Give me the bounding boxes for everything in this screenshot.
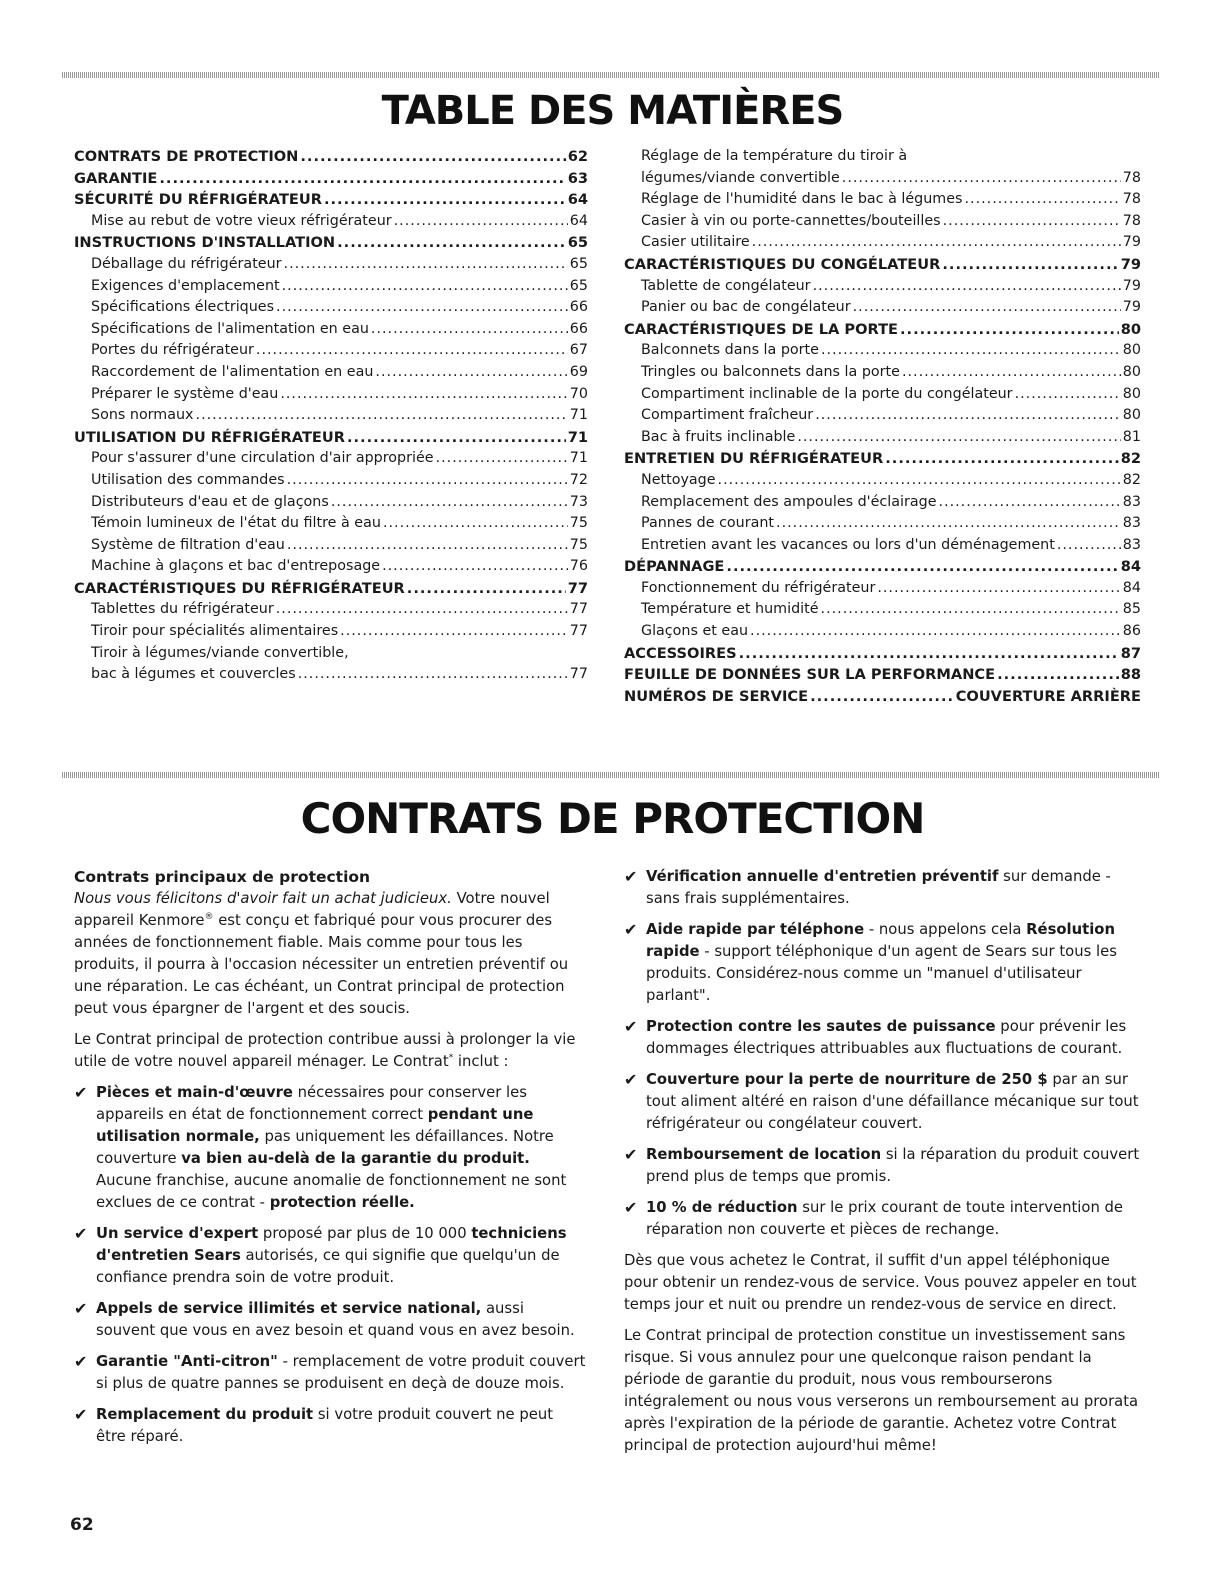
dot-leader xyxy=(821,599,1121,621)
toc-subsection-entry xyxy=(74,513,588,535)
dot-leader xyxy=(942,254,1118,276)
service-paragraph: Dès que vous achetez le Contrat, il suffit d'un appel téléphonique pour obtenir un rendez-vous de service. Vous pouvez appeler en tout temps jour et nuit ou prendre un rendez-vous de service en direct. xyxy=(624,1252,1137,1313)
dot-leader xyxy=(1015,384,1121,406)
emphasis-text: Remboursement de location xyxy=(646,1146,882,1163)
toc-subsection-entry xyxy=(624,211,1141,233)
toc-subsection-entry xyxy=(624,340,1141,362)
toc-page-number: 80 xyxy=(1122,407,1141,424)
toc-section-entry xyxy=(624,643,1141,665)
toc-entry-label: Tablette de congélateur xyxy=(641,277,811,294)
toc-entry-label: bac à légumes et couvercles xyxy=(91,666,296,683)
dot-leader xyxy=(752,232,1121,254)
middle-rule xyxy=(62,772,1159,778)
dot-leader xyxy=(371,319,568,341)
dot-leader xyxy=(407,578,566,600)
intro-paragraph: Nous vous félicitons d'avoir fait un achat judicieux. Votre nouvel appareil Kenmore® est conçu et fabriqué pour vous procurer des années de fonctionnement fiable. Mais comme pour tous les produits, il pourra à l'occasion nécessiter un entretien préventif ou une réparation. Le cas échéant, un Contrat principal de protection peut vous épargner de l'argent et des soucis. xyxy=(74,890,569,1017)
toc-subsection-entry xyxy=(74,556,588,578)
toc-entry-label: Préparer le système d'eau xyxy=(91,385,279,402)
benefit-item xyxy=(624,866,1142,910)
toc-page-number: 65 xyxy=(567,234,588,252)
toc-page-number: 79 xyxy=(1120,255,1141,273)
toc-subsection-entry xyxy=(624,535,1141,557)
emphasis-text: Pièces et main-d'œuvre xyxy=(96,1084,293,1101)
checkmark-icon: ✔ xyxy=(624,1198,638,1217)
benefit-item xyxy=(74,1404,586,1448)
body-text: - support téléphonique d'un agent de Sears sur tous les produits. Considérez-nous comme un "manuel d'utilisateur parlant". xyxy=(646,943,1117,1004)
toc-entry-text: Tiroir à légumes/viande convertible, xyxy=(91,644,349,661)
page-number: 62 xyxy=(70,1515,94,1535)
contracts-right-column xyxy=(624,866,1142,1466)
toc-page-number: 67 xyxy=(569,342,588,359)
toc-page-number: 66 xyxy=(569,299,588,316)
toc-page-number: 79 xyxy=(1122,234,1141,251)
checkmark-icon: ✔ xyxy=(74,1299,88,1318)
dot-leader xyxy=(340,621,568,643)
toc-page-number: 70 xyxy=(569,385,588,402)
toc-entry-label: ENTRETIEN DU RÉFRIGÉRATEUR xyxy=(624,450,884,468)
toc-entry-label: Pannes de courant xyxy=(641,515,775,532)
emphasis-text: Appels de service illimités et service national, xyxy=(96,1300,482,1317)
toc-subsection-entry xyxy=(74,470,588,492)
toc-right-column xyxy=(624,146,1141,707)
body-text: autorisés, ce qui signifie que quelqu'un de confiance prendra soin de votre produit. xyxy=(96,1247,560,1286)
toc-page-number: 71 xyxy=(569,407,588,424)
emphasis-text: va bien au-delà de la garantie du produit. xyxy=(181,1150,530,1167)
toc-entry-label: Mise au rebut de votre vieux réfrigérateur xyxy=(91,212,392,229)
benefit-item xyxy=(624,1069,1142,1135)
toc-entry-label: Réglage de l'humidité dans le bac à légumes xyxy=(641,191,963,208)
toc-entry-label: Température et humidité xyxy=(641,601,819,618)
benefit-item xyxy=(624,1197,1142,1241)
toc-subsection-entry xyxy=(624,362,1141,384)
body-text: Aucune franchise, aucune anomalie de fonctionnement ne sont exclues de ce contrat - xyxy=(96,1172,567,1211)
toc-subsection-entry xyxy=(624,384,1141,406)
checkmark-icon: ✔ xyxy=(74,1224,88,1243)
toc-entry-label: Bac à fruits inclinable xyxy=(641,428,796,445)
toc-page-number: 71 xyxy=(569,450,588,467)
toc-page-number: 84 xyxy=(1122,579,1141,596)
toc-subsection-entry xyxy=(74,276,588,298)
toc-entry-label: Casier à vin ou porte-cannettes/bouteilles xyxy=(641,212,941,229)
dot-leader xyxy=(885,448,1118,470)
dot-leader xyxy=(821,340,1121,362)
contracts-title: CONTRATS DE PROTECTION xyxy=(300,794,925,843)
toc-subsection-entry xyxy=(624,297,1141,319)
dot-leader xyxy=(276,297,568,319)
dot-leader xyxy=(298,664,568,686)
toc-page-number: 77 xyxy=(569,601,588,618)
toc-section-entry xyxy=(624,664,1141,686)
toc-subsection-entry xyxy=(74,254,588,276)
toc-entry-label: FEUILLE DE DONNÉES SUR LA PERFORMANCE xyxy=(624,666,996,684)
toc-subsection-entry xyxy=(624,168,1141,190)
toc-entry-label: Tringles ou balconnets dans la porte xyxy=(641,363,900,380)
dot-leader xyxy=(842,168,1121,190)
checkmark-icon: ✔ xyxy=(74,1405,88,1424)
toc-page-number: 82 xyxy=(1122,471,1141,488)
toc-entry-label: Panier ou bac de congélateur xyxy=(641,299,851,316)
toc-entry-label: Fonctionnement du réfrigérateur xyxy=(641,579,876,596)
emphasis-text: techniciens d'entretien Sears xyxy=(96,1225,567,1264)
toc-entry-label: Témoin lumineux de l'état du filtre à eau xyxy=(91,515,381,532)
toc-page-number: 72 xyxy=(569,471,588,488)
toc-entry-label: Utilisation des commandes xyxy=(91,471,285,488)
toc-page-number: 80 xyxy=(1120,320,1141,338)
toc-page-number: 65 xyxy=(569,277,588,294)
body-text: nécessaires pour conserver les appareils en état de fonctionnement correct xyxy=(96,1084,527,1123)
toc-entry-label: CARACTÉRISTIQUES DU CONGÉLATEUR xyxy=(624,255,941,273)
toc-page-number: 80 xyxy=(1122,385,1141,402)
body-text: - nous appelons cela xyxy=(864,921,1027,938)
dot-leader xyxy=(331,492,568,514)
toc-page-number: 78 xyxy=(1122,191,1141,208)
toc-subsection-entry xyxy=(74,340,588,362)
toc-entry-label: Tablettes du réfrigérateur xyxy=(91,601,274,618)
emphasis-text: Couverture pour la perte de nourriture de 250 $ xyxy=(646,1071,1048,1088)
toc-subsection-entry xyxy=(74,297,588,319)
toc-section-entry xyxy=(624,556,1141,578)
contracts-subtitle: Contrats principaux de protection xyxy=(74,868,371,886)
dot-leader xyxy=(776,513,1121,535)
dot-leader xyxy=(284,254,568,276)
toc-entry-label: Spécifications électriques xyxy=(91,299,275,316)
toc-subsection-entry xyxy=(74,492,588,514)
emphasis-text: pendant une utilisation normale, xyxy=(96,1106,534,1145)
dot-leader xyxy=(877,578,1120,600)
toc-entry-text: Réglage de la température du tiroir à xyxy=(641,148,908,164)
toc-section-entry xyxy=(74,146,588,168)
dot-leader xyxy=(287,535,568,557)
dot-leader xyxy=(943,211,1121,233)
dot-leader xyxy=(276,599,568,621)
toc-page-number: COUVERTURE ARRIÈRE xyxy=(955,687,1141,705)
toc-subsection-entry xyxy=(74,621,588,643)
toc-page-number: 71 xyxy=(567,428,588,446)
toc-page-number: 73 xyxy=(569,493,588,510)
emphasis-text: 10 % de réduction xyxy=(646,1199,798,1216)
coverage-paragraph: Le Contrat principal de protection contribue aussi à prolonger la vie utile de votre nouvel appareil ménager. Le Contrat* inclut : xyxy=(74,1031,576,1070)
emphasis-text: Résolution rapide xyxy=(646,921,1115,960)
toc-page-number: 83 xyxy=(1122,515,1141,532)
dot-leader xyxy=(159,168,565,190)
checkmark-icon: ✔ xyxy=(624,920,638,939)
toc-subsection-entry xyxy=(624,427,1141,449)
toc-subsection-entry xyxy=(74,211,588,233)
body-text: sur demande - sans frais supplémentaires. xyxy=(646,868,1111,907)
toc-title: TABLE DES MATIÈRES xyxy=(381,88,844,134)
toc-page-number: 80 xyxy=(1122,363,1141,380)
body-text: pour prévenir les dommages électriques attribuables aux fluctuations de courant. xyxy=(646,1018,1127,1057)
toc-entry-label: Portes du réfrigérateur xyxy=(91,342,254,359)
toc-section-entry xyxy=(624,686,1141,708)
body-text: proposé par plus de 10 000 xyxy=(258,1225,472,1242)
dot-leader xyxy=(383,513,568,535)
emphasis-text: Garantie "Anti-citron" xyxy=(96,1353,278,1370)
toc-section-entry xyxy=(74,232,588,254)
dot-leader xyxy=(375,362,567,384)
dot-leader xyxy=(900,319,1119,341)
toc-entry-label: Système de filtration d'eau xyxy=(91,536,285,553)
toc-subsection-entry xyxy=(74,319,588,341)
dot-leader xyxy=(256,340,568,362)
toc-entry-label: Casier utilitaire xyxy=(641,234,750,251)
benefit-item xyxy=(74,1298,586,1342)
toc-entry-label: CARACTÉRISTIQUES DE LA PORTE xyxy=(624,320,898,338)
toc-subsection-entry xyxy=(624,578,1141,600)
toc-entry-label: Sons normaux xyxy=(91,407,194,424)
contracts-left-column xyxy=(74,866,586,1457)
guarantee-paragraph: Le Contrat principal de protection constitue un investissement sans risque. Si vous annulez pour une quelconque raison pendant la période de garantie du produit, nous vous rembourserons intégralement ou nous vous verserons un remboursement au prorata après l'expiration de la période de garantie. Achetez votre Contrat principal de protection aujourd'hui même! xyxy=(624,1327,1139,1454)
toc-subsection-entry xyxy=(624,189,1141,211)
toc-left-column xyxy=(74,146,588,686)
toc-section-entry xyxy=(624,319,1141,341)
dot-leader xyxy=(382,556,568,578)
dot-leader xyxy=(797,427,1120,449)
toc-subsection-entry xyxy=(624,232,1141,254)
toc-entry-label: Déballage du réfrigérateur xyxy=(91,255,282,272)
toc-page-number: 69 xyxy=(569,363,588,380)
dot-leader xyxy=(280,384,567,406)
checkmark-icon: ✔ xyxy=(624,1145,638,1164)
dot-leader xyxy=(282,276,568,298)
benefit-item xyxy=(74,1223,586,1289)
toc-subsection-entry xyxy=(624,492,1141,514)
toc-page-number: 77 xyxy=(567,579,588,597)
toc-entry-label: UTILISATION DU RÉFRIGÉRATEUR xyxy=(74,428,345,446)
dot-leader xyxy=(300,146,565,168)
toc-page-number: 80 xyxy=(1122,342,1141,359)
benefit-item xyxy=(624,1144,1142,1188)
toc-page-number: 77 xyxy=(569,666,588,683)
toc-page-number: 81 xyxy=(1122,428,1141,445)
dot-leader xyxy=(337,232,566,254)
toc-entry-label: Raccordement de l'alimentation en eau xyxy=(91,363,374,380)
checkmark-icon: ✔ xyxy=(74,1083,88,1102)
toc-page-number: 75 xyxy=(569,515,588,532)
dot-leader xyxy=(196,405,568,427)
toc-page-number: 87 xyxy=(1120,644,1141,662)
toc-page-number: 76 xyxy=(569,558,588,575)
toc-page-number: 79 xyxy=(1122,277,1141,294)
toc-page-number: 83 xyxy=(1122,536,1141,553)
toc-entry-label: DÉPANNAGE xyxy=(624,558,725,576)
emphasis-text: Remplacement du produit xyxy=(96,1406,314,1423)
toc-section-entry xyxy=(624,254,1141,276)
toc-entry-label: légumes/viande convertible xyxy=(641,169,840,186)
toc-entry-label: CARACTÉRISTIQUES DU RÉFRIGÉRATEUR xyxy=(74,579,405,597)
emphasis-text: Aide rapide par téléphone xyxy=(646,921,865,938)
dot-leader xyxy=(810,686,954,708)
toc-subsection-entry xyxy=(624,470,1141,492)
toc-entry-label: Remplacement des ampoules d'éclairage xyxy=(641,493,937,510)
toc-entry-label: Compartiment inclinable de la porte du congélateur xyxy=(641,385,1013,402)
toc-page-number: 82 xyxy=(1120,450,1141,468)
toc-subsection-entry xyxy=(624,405,1141,427)
toc-page-number: 77 xyxy=(569,623,588,640)
body-text: par an sur tout aliment altéré en raison d'une défaillance mécanique sur tout réfrigérateur ou congélateur couvert. xyxy=(646,1071,1139,1132)
body-text: si la réparation du produit couvert prend plus de temps que promis. xyxy=(646,1146,1140,1185)
body-text: aussi souvent que vous en avez besoin et quand vous en avez besoin. xyxy=(96,1300,575,1339)
dot-leader xyxy=(394,211,568,233)
toc-page-number: 78 xyxy=(1122,212,1141,229)
toc-subsection-entry xyxy=(624,599,1141,621)
emphasis-text: protection réelle. xyxy=(269,1194,415,1211)
toc-page-number: 63 xyxy=(567,169,588,187)
toc-page-number: 62 xyxy=(567,148,588,165)
toc-entry-label: Nettoyage xyxy=(641,471,716,488)
toc-page-number: 79 xyxy=(1122,299,1141,316)
toc-entry-label: GARANTIE xyxy=(74,169,158,187)
top-rule xyxy=(62,72,1159,78)
checkmark-icon: ✔ xyxy=(624,867,638,886)
dot-leader xyxy=(997,664,1119,686)
dot-leader xyxy=(287,470,568,492)
toc-subsection-entry xyxy=(624,621,1141,643)
toc-page-number: 66 xyxy=(569,320,588,337)
body-text: si votre produit couvert ne peut être réparé. xyxy=(96,1406,553,1445)
toc-page-number: 84 xyxy=(1120,558,1141,576)
toc-entry-label: NUMÉROS DE SERVICE xyxy=(624,687,809,705)
toc-entry-label: INSTRUCTIONS D'INSTALLATION xyxy=(74,234,336,252)
toc-page-number: 75 xyxy=(569,536,588,553)
toc-subsection-entry xyxy=(74,535,588,557)
benefit-item xyxy=(74,1082,586,1214)
toc-subsection-entry xyxy=(624,276,1141,298)
body-text: - remplacement de votre produit couvert si plus de quatre pannes se produisent en deçà de douze mois. xyxy=(96,1353,586,1392)
toc-entry-label: Distributeurs d'eau et de glaçons xyxy=(91,493,329,510)
dot-leader xyxy=(436,448,568,470)
dot-leader xyxy=(718,470,1121,492)
toc-section-entry xyxy=(74,189,588,211)
body-text: sur le prix courant de toute intervention de réparation non couverte et pièces de rechange. xyxy=(646,1199,1124,1238)
toc-entry-label: Pour s'assurer d'une circulation d'air appropriée xyxy=(91,450,434,467)
toc-subsection-entry xyxy=(74,384,588,406)
toc-section-entry xyxy=(74,578,588,600)
toc-entry-label: CONTRATS DE PROTECTION xyxy=(74,148,299,165)
toc-page-number: 64 xyxy=(569,212,588,229)
dot-leader xyxy=(324,189,566,211)
benefit-item xyxy=(624,1016,1142,1060)
emphasis-text: Protection contre les sautes de puissance xyxy=(646,1018,996,1035)
toc-entry-label: ACCESSOIRES xyxy=(624,644,737,662)
dot-leader xyxy=(853,297,1121,319)
toc-entry-label: Machine à glaçons et bac d'entreposage xyxy=(91,558,381,575)
toc-entry-label: Tiroir pour spécialités alimentaires xyxy=(91,623,339,640)
toc-entry-label: Compartiment fraîcheur xyxy=(641,407,814,424)
checkmark-icon: ✔ xyxy=(624,1070,638,1089)
dot-leader xyxy=(750,621,1121,643)
toc-subsection-entry xyxy=(74,664,588,686)
emphasis-text: Vérification annuelle d'entretien préventif xyxy=(646,868,999,885)
checkmark-icon: ✔ xyxy=(74,1352,88,1371)
toc-page-number: 64 xyxy=(567,191,588,209)
toc-subsection-entry xyxy=(74,448,588,470)
dot-leader xyxy=(1057,535,1121,557)
toc-subsection-entry xyxy=(624,513,1141,535)
toc-subsection-entry xyxy=(74,405,588,427)
toc-section-entry xyxy=(624,448,1141,470)
emphasis-text: Un service d'expert xyxy=(96,1225,259,1242)
toc-page-number: 88 xyxy=(1120,666,1141,684)
toc-entry-label: Spécifications de l'alimentation en eau xyxy=(91,320,369,337)
dot-leader xyxy=(813,276,1121,298)
toc-page-number: 85 xyxy=(1122,601,1141,618)
toc-entry-label: Glaçons et eau xyxy=(641,623,749,640)
toc-entry-label: Balconnets dans la porte xyxy=(641,342,819,359)
toc-page-number: 83 xyxy=(1122,493,1141,510)
dot-leader xyxy=(939,492,1121,514)
toc-subsection-entry xyxy=(74,599,588,621)
checkmark-icon: ✔ xyxy=(624,1017,638,1036)
benefit-item xyxy=(624,919,1142,1007)
toc-section-entry xyxy=(74,168,588,190)
toc-entry-label: SÉCURITÉ DU RÉFRIGÉRATEUR xyxy=(74,191,322,209)
toc-page-number: 78 xyxy=(1122,169,1141,186)
toc-entry-label: Entretien avant les vacances ou lors d'un déménagement xyxy=(641,536,1055,553)
dot-leader xyxy=(902,362,1121,384)
benefit-item xyxy=(74,1351,586,1395)
toc-entry-label: Exigences d'emplacement xyxy=(91,277,280,294)
dot-leader xyxy=(726,556,1118,578)
toc-page-number: 86 xyxy=(1122,623,1141,640)
body-text: pas uniquement les défaillances. Notre couverture xyxy=(96,1128,554,1167)
toc-section-entry xyxy=(74,427,588,449)
toc-subsection-entry xyxy=(74,362,588,384)
dot-leader xyxy=(347,427,566,449)
dot-leader xyxy=(815,405,1121,427)
dot-leader xyxy=(739,643,1119,665)
toc-page-number: 65 xyxy=(569,255,588,272)
dot-leader xyxy=(964,189,1120,211)
